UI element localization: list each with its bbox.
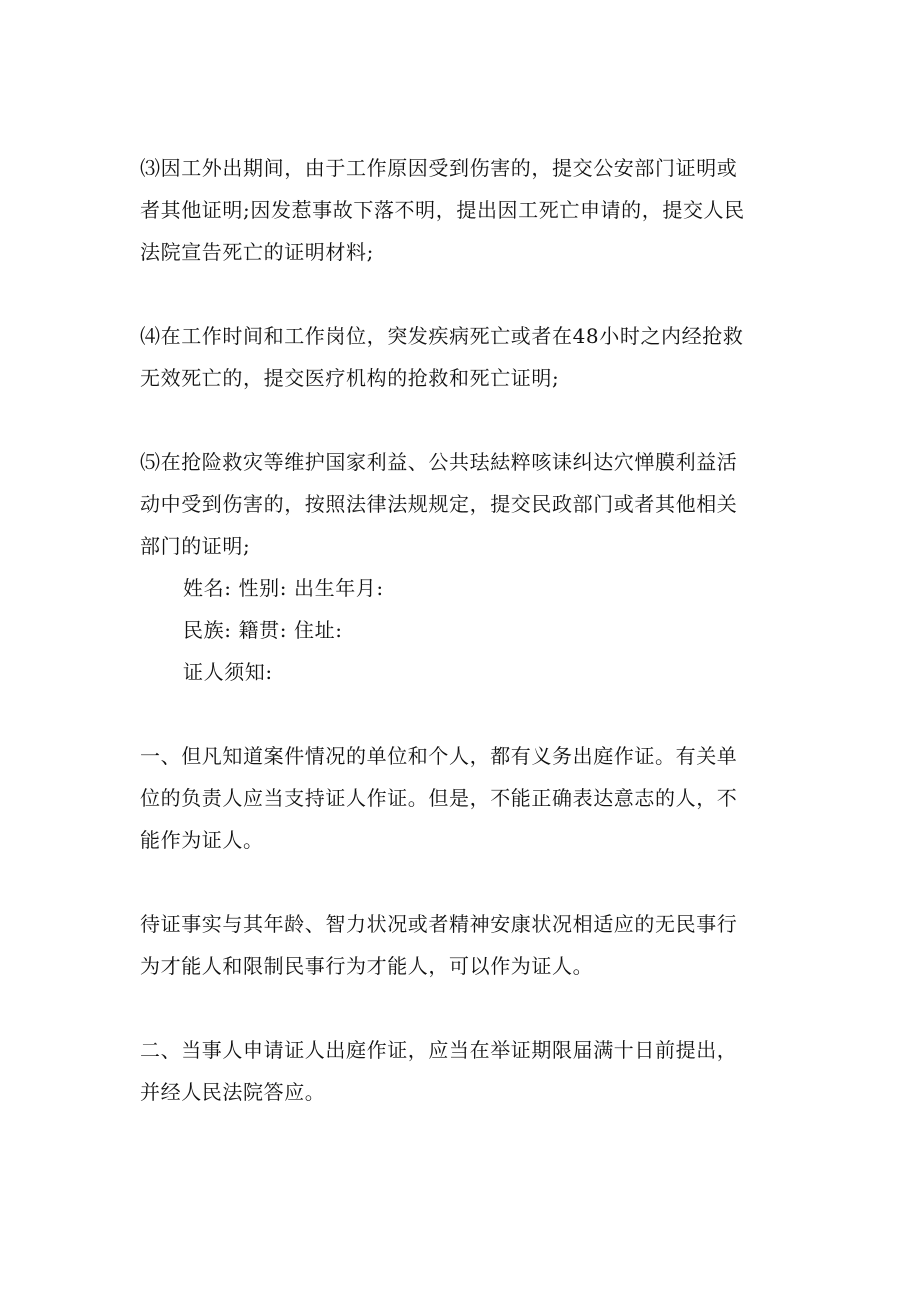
notice-paragraph-one [140, 735, 790, 861]
text-line: 动中受到伤害的，按照法律法规规定，提交民政部门或者其他相关 [140, 492, 738, 516]
text-line: ⑸在抢险救灾等维护国家利益、公共珐紶粹咳诔纠达穴惮膜利益活 [140, 450, 738, 474]
text-line: 部门的证明; [140, 534, 251, 558]
text-line: 能作为证人。 [140, 828, 264, 852]
text-line: 待证事实与其年龄、智力状况或者精神安康状况相适应的无民事行 [140, 912, 738, 936]
notice-paragraph-two [140, 1029, 790, 1113]
text-line: 无效死亡的，提交医疗机构的抢救和死亡证明; [140, 366, 560, 390]
text-line: ⑶因工外出期间，由于工作原因受到伤害的，提交公安部门证明或 [140, 156, 738, 180]
text-line: 位的负责人应当支持证人作证。但是，不能正确表达意志的人，不 [140, 786, 738, 810]
paragraph-item-3 [140, 147, 790, 273]
witness-ethnicity-origin-address-field: 民族: 籍贯: 住址: [183, 618, 343, 642]
text-line: 为才能人和限制民事行为才能人，可以作为证人。 [140, 954, 594, 978]
text-line: 法院宣告死亡的证明材料; [140, 240, 374, 264]
paragraph-item-5 [140, 441, 790, 567]
paragraph-item-4 [140, 315, 790, 399]
text-line: 并经人民法院答应。 [140, 1080, 326, 1104]
text-line: 二、当事人申请证人出庭作证，应当在举证期限届满十日前提出， [140, 1038, 738, 1062]
text-line: 者其他证明;因发惹事故下落不明，提出因工死亡申请的，提交人民 [140, 198, 745, 222]
witness-name-gender-birth-field: 姓名: 性别: 出生年月: [183, 576, 384, 600]
text-line: 一、但凡知道案件情况的单位和个人，都有义务出庭作证。有关单 [140, 744, 738, 768]
notice-paragraph-one-continued [140, 903, 790, 987]
text-line: ⑷在工作时间和工作岗位，突发疾病死亡或者在48小时之内经抢救 [140, 324, 744, 348]
witness-notice-heading: 证人须知: [183, 660, 273, 684]
